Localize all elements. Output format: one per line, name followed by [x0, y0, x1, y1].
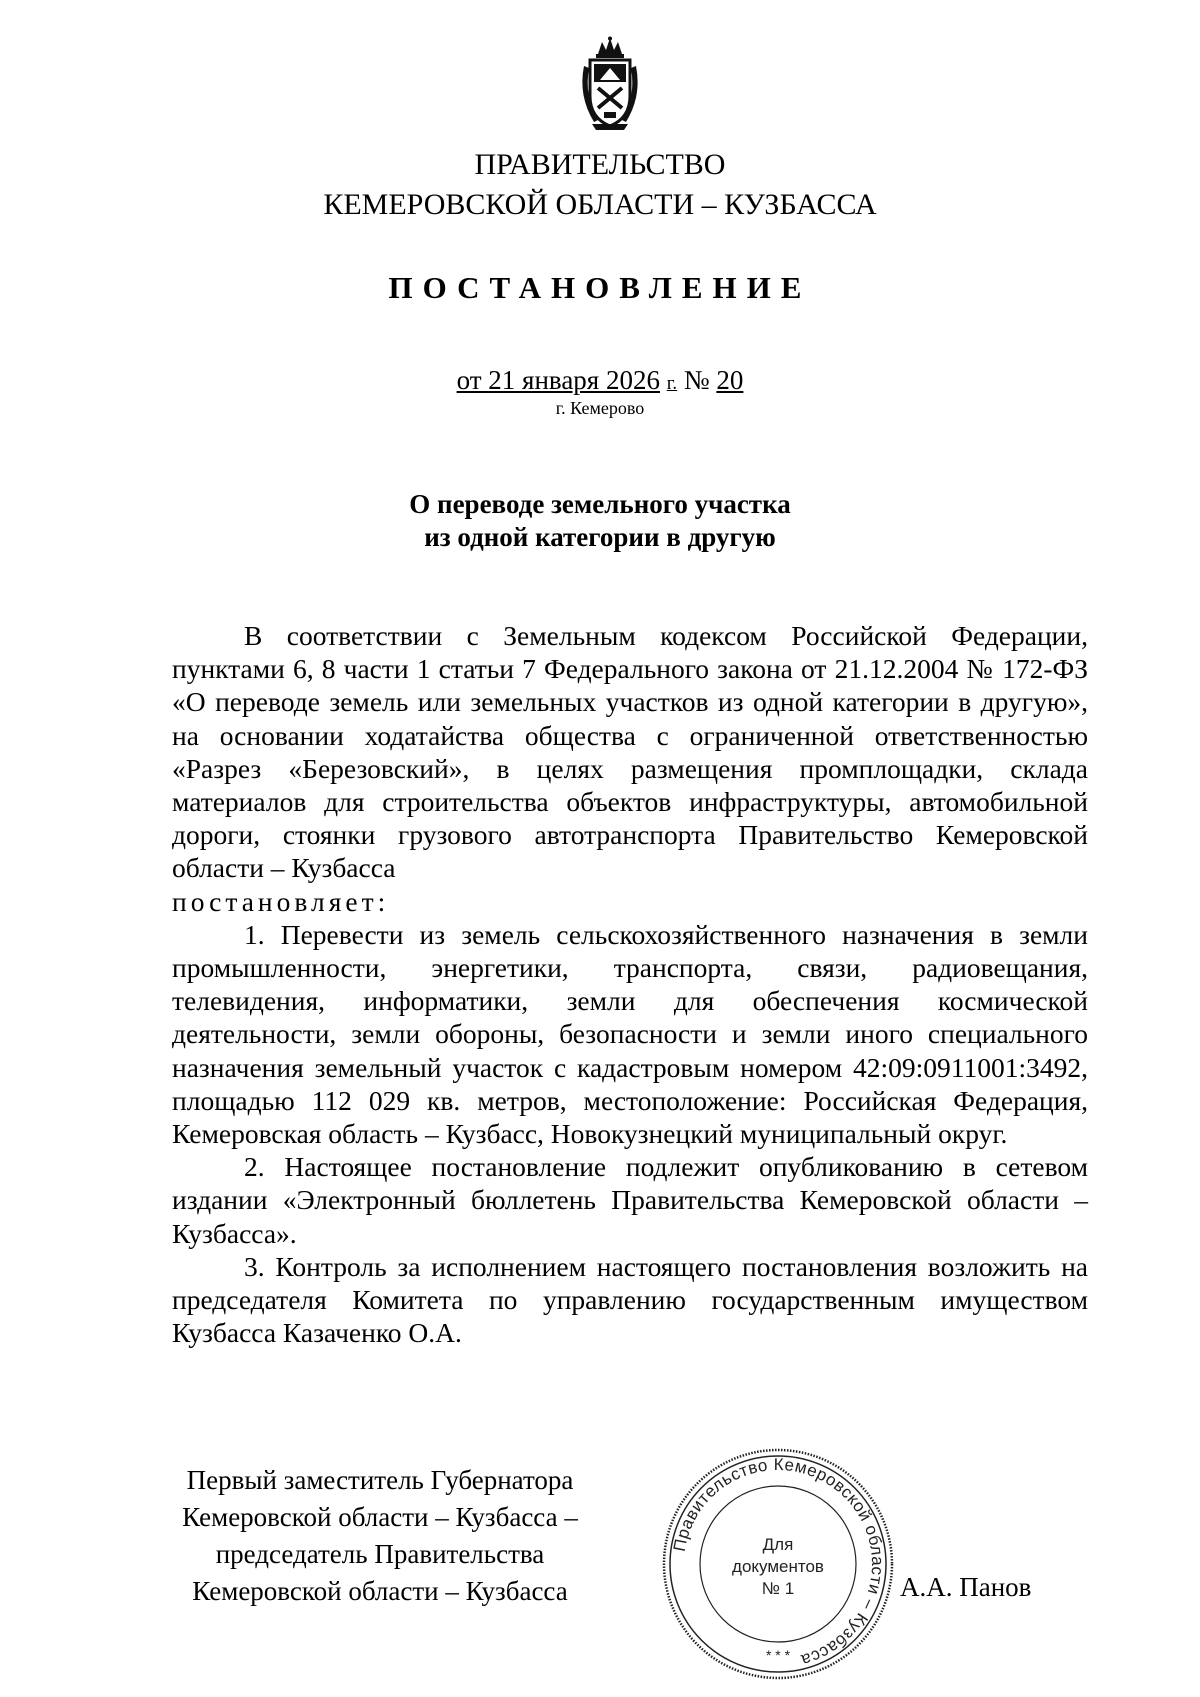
- document-type: ПОСТАНОВЛЕНИЕ: [388, 270, 812, 305]
- official-seal: [660, 1446, 896, 1682]
- preamble-text: В соответствии с Земельным кодексом Российской Федерации, пунктами 6, 8 части 1 статьи 7 Федерального закона от 21.12.2004 № 172-ФЗ «О переводе земель или земельных участков из одной категории в другую», на основании ходатайства общества с ограниченной ответственностью «Разрез «Березовский», в целях размещения промплощадки, склада материалов для строительства объектов инфраструктуры, автомобильной дороги, стоянки грузового автотранспорта Правительство Кемеровской области – Кузбасса: [172, 620, 1088, 884]
- seal-center-line2: документов: [732, 1557, 824, 1576]
- org-name-line1: ПРАВИТЕЛЬСТВО: [474, 148, 726, 181]
- item-2: 2. Настоящее постановление подлежит опубликованию в сетевом издании «Электронный бюллетень Правительства Кемеровской области – Кузбасса».: [172, 1151, 1088, 1249]
- coat-of-arms-emblem: [574, 36, 646, 132]
- seal-ring-text: Правительство Кемеровской области – Кузбасса: [669, 1454, 888, 1670]
- preamble-paragraph: [172, 619, 1088, 918]
- item-3: 3. Контроль за исполнением настоящего постановления возложить на председателя Комитета по управлению государственным имуществом Кузбасса Казаченко О.А.: [172, 1250, 1088, 1349]
- signer-position-line1: Первый заместитель Губернатора: [186, 1465, 574, 1495]
- document-body: [172, 619, 1088, 1349]
- signer-position-line2: Кемеровской области – Кузбасса –: [182, 1502, 578, 1532]
- seal-center-line3: № 1: [761, 1579, 795, 1598]
- document-date: от 21 января 2026: [456, 365, 660, 395]
- city: г. Кемерово: [555, 398, 645, 418]
- document-number: 20: [716, 365, 744, 395]
- date-number-line: [0, 364, 1200, 400]
- item-1: 1. Перевести из земель сельскохозяйственного назначения в земли промышленности, энергетики, транспорта, связи, радиовещания, телевидения, информатики, земли для обеспечения космической деятельности, земли обороны, безопасности и земли иного специального назначения земельный участок с кадастровым номером 42:09:0911001:3492, площадью 112 029 кв. метров, местоположение: Российская Федерация, Кемеровская область – Кузбасс, Новокузнецкий муниципальный округ.: [172, 918, 1088, 1150]
- subject-line2: из одной категории в другую: [424, 522, 776, 552]
- subject-line1: О переводе земельного участка: [409, 489, 791, 519]
- org-name-line2: КЕМЕРОВСКОЙ ОБЛАСТИ – КУЗБАССА: [323, 188, 877, 221]
- resolves-word: постановляет:: [172, 885, 390, 917]
- seal-stars: * * *: [765, 1647, 791, 1663]
- signer-position-line4: Кемеровской области – Кузбасса: [192, 1576, 568, 1606]
- seal-center-line1: Для: [762, 1535, 794, 1554]
- year-suffix: г.: [666, 373, 678, 394]
- number-label: №: [683, 365, 710, 395]
- signer-position-line3: председатель Правительства: [215, 1539, 545, 1569]
- signer-position: [150, 1462, 610, 1610]
- signer-name: А.А. Панов: [900, 1572, 1032, 1602]
